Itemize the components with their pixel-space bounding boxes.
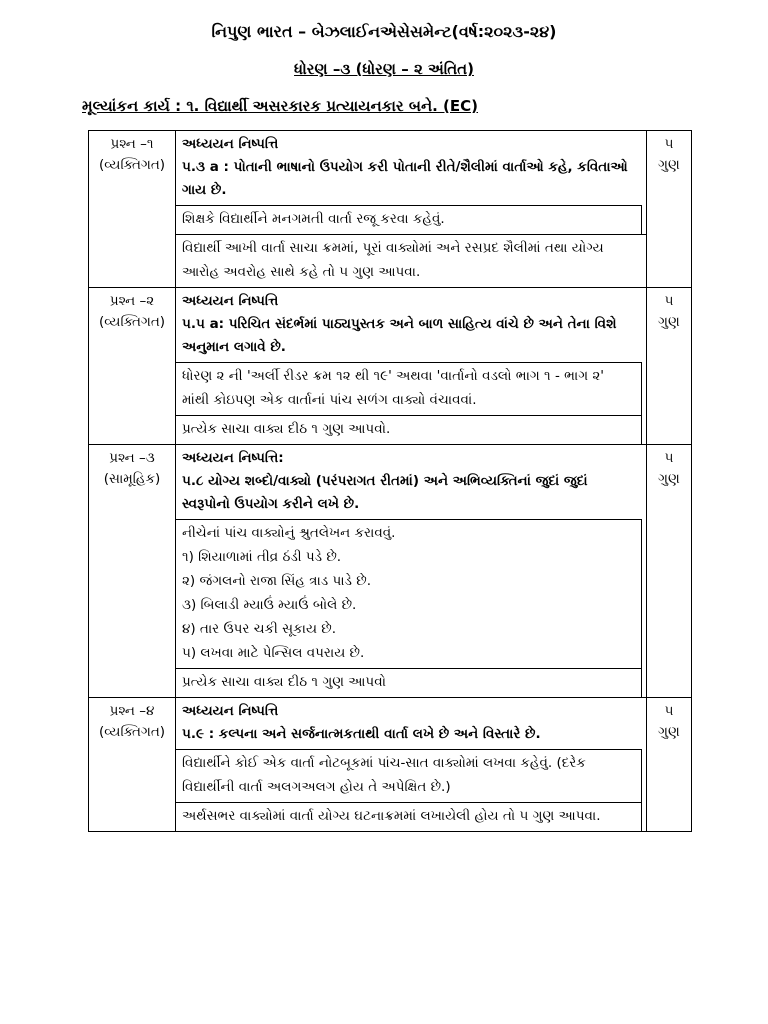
question-content-cell bbox=[176, 288, 647, 445]
dictation-sentence: ૩) બિલાડી મ્યાઉં મ્યાઉં બોલે છે. bbox=[182, 597, 357, 613]
marks-unit: ગુણ bbox=[658, 314, 680, 330]
marks-unit: ગુણ bbox=[658, 724, 680, 740]
objective-heading: અધ્યયન નિષ્પત્તિ: bbox=[182, 450, 284, 466]
question-content-cell bbox=[176, 698, 647, 832]
document-title: નિપુણ ભારત – બેઝલાઈનએસેસમેન્ટ(વર્ષ:૨૦૨૩-૨૪) bbox=[211, 22, 557, 41]
question-label-cell bbox=[89, 131, 176, 288]
dictation-sentence: ૪) તાર ઉપર ચકી સૂકાય છે. bbox=[182, 621, 337, 637]
scoring-text: પ્રત્યેક સાચા વાક્ય દીઠ ૧ ગુણ આપવો. bbox=[176, 415, 642, 444]
objective-block bbox=[176, 698, 646, 749]
objective-block bbox=[176, 445, 646, 519]
question-label-cell bbox=[89, 445, 176, 698]
marks-number: ૫ bbox=[664, 703, 674, 719]
learning-objective: ૫.૯ : કલ્પના અને સર્જનાત્મકતાથી વાર્તા લખે છે અને વિસ્તારે છે. bbox=[182, 726, 541, 742]
dictation-sentence: ૨) જંગલનો રાજા સિંહ ત્રાડ પાડે છે. bbox=[182, 573, 371, 589]
objective-heading: અધ્યયન નિષ્પત્તિ bbox=[182, 703, 279, 719]
marks-number: ૫ bbox=[664, 293, 674, 309]
question-row bbox=[89, 131, 692, 288]
objective-block bbox=[176, 288, 646, 362]
question-label-cell bbox=[89, 288, 176, 445]
marks-cell bbox=[647, 445, 692, 698]
grade-subtitle-text: ધોરણ –૩ (ધોરણ – ૨ અંતિત) bbox=[294, 60, 474, 78]
question-row bbox=[89, 445, 692, 698]
marks-cell bbox=[647, 288, 692, 445]
question-label-cell bbox=[89, 698, 176, 832]
marks-unit: ગુણ bbox=[658, 157, 680, 173]
assessment-table bbox=[88, 130, 692, 832]
question-type: (સામૂહિક) bbox=[103, 471, 161, 487]
question-content-cell bbox=[176, 445, 647, 698]
instruction-text: નીચેનાં પાંચ વાક્યોનું શ્રુતલેખન કરાવવું. bbox=[182, 525, 396, 541]
question-row bbox=[89, 698, 692, 832]
dictation-block bbox=[176, 519, 642, 668]
marks-cell bbox=[647, 698, 692, 832]
dictation-sentence: ૧) શિયાળામાં તીવ્ર ઠંડી પડે છે. bbox=[182, 549, 342, 565]
question-number: પ્રશ્ન –૧ bbox=[110, 136, 154, 152]
scoring-text: અર્થસભર વાક્યોમાં વાર્તા યોગ્ય ઘટનાક્રમમાં લખાયેલી હોય તો ૫ ગુણ આપવા. bbox=[176, 802, 642, 831]
objective-heading: અધ્યયન નિષ્પત્તિ bbox=[182, 136, 279, 152]
question-type: (વ્યક્તિગત) bbox=[98, 157, 166, 173]
question-row bbox=[89, 288, 692, 445]
dictation-sentence: ૫) લખવા માટે પેન્સિલ વપરાય છે. bbox=[182, 645, 365, 661]
instruction-text: ધોરણ ૨ ની 'અર્લી રીડર ક્રમ ૧૨ થી ૧૯' અથવા 'વાર્તાનો વડલો ભાગ ૧ - ભાગ ૨' માંથી કોઇપણ એક વાર્તાનાં પાંચ સળંગ વાક્યો વંચાવવાં. bbox=[176, 362, 642, 415]
question-type: (વ્યક્તિગત) bbox=[98, 724, 166, 740]
learning-objective: ૫.૩ a : પોતાની ભાષાનો ઉપયોગ કરી પોતાની રીતે/શૈલીમાં વાર્તાઓ કહે, કવિતાઓ ગાય છે. bbox=[182, 159, 628, 198]
instruction-text: વિદ્યાર્થીને કોઈ એક વાર્તા નોટબૂકમાં પાંચ-સાત વાક્યોમાં લખવા કહેવું. (દરેક વિદ્યાર્થીની વાર્તા અલગઅલગ હોય તે અપેક્ષિત છે.) bbox=[176, 749, 642, 802]
question-number: પ્રશ્ન –૪ bbox=[109, 703, 155, 719]
marks-number: ૫ bbox=[664, 136, 674, 152]
question-type: (વ્યક્તિગત) bbox=[98, 314, 166, 330]
learning-objective: ૫.૫ a: પરિચિત સંદર્ભમાં પાઠ્યપુસ્તક અને બાળ સાહિત્ય વાંચે છે અને તેના વિશે અનુમાન લગાવે છે. bbox=[182, 316, 617, 355]
marks-unit: ગુણ bbox=[658, 471, 680, 487]
scoring-text: પ્રત્યેક સાચા વાક્ય દીઠ ૧ ગુણ આપવો bbox=[176, 668, 642, 697]
objective-block bbox=[176, 131, 646, 205]
question-number: પ્રશ્ન –૩ bbox=[109, 450, 155, 466]
objective-heading: અધ્યયન નિષ્પત્તિ bbox=[182, 293, 279, 309]
grade-subtitle bbox=[0, 60, 768, 78]
learning-objective: ૫.૮ યોગ્ય શબ્દો/વાક્યો (પરંપરાગત રીતમાં) અને અભિવ્યક્તિનાં જુદાં જુદાં સ્વરૂપોનો ઉપયોગ કરીને લખે છે. bbox=[182, 473, 588, 512]
scoring-text: વિદ્યાર્થી આખી વાર્તા સાચા ક્રમમાં, પૂરાં વાક્યોમાં અને રસપ્રદ શૈલીમાં તથા યોગ્ય આરોહ અવરોહ સાથે કહે તો ૫ ગુણ આપવા. bbox=[176, 234, 646, 287]
marks-number: ૫ bbox=[664, 450, 674, 466]
evaluation-task: મૂલ્યાંકન કાર્ય : ૧. વિદ્યાર્થી અસરકારક પ્રત્યાયનકાર બને. (EC) bbox=[82, 97, 479, 115]
question-content-cell bbox=[176, 131, 647, 288]
instruction-text: શિક્ષકે વિદ્યાર્થીને મનગમતી વાર્તા રજૂ કરવા કહેવું. bbox=[176, 205, 642, 234]
marks-cell bbox=[647, 131, 692, 288]
question-number: પ્રશ્ન –૨ bbox=[109, 293, 155, 309]
